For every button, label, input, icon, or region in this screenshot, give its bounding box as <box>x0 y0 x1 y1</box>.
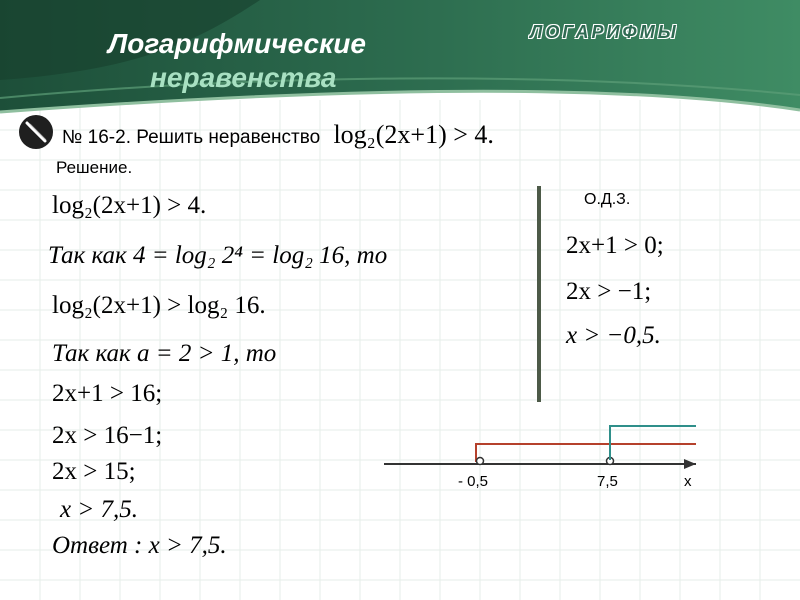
slide-title-line2: неравенства <box>150 62 337 93</box>
solution-step-2: Так как 4 = log₂ 2⁴ = log₂ 16, то <box>48 242 388 269</box>
solution-step-7: 2x > 15; <box>52 458 136 485</box>
odz-step-2: 2x > −1; <box>566 278 652 305</box>
solution-step-8: x > 7,5. <box>60 496 138 523</box>
odz-step-1: 2x+1 > 0; <box>566 232 664 259</box>
solution-step-3: log₂(2x+1) > log₂ 16. <box>52 292 266 319</box>
problem-text: № 16-2. Решить неравенство <box>62 127 321 148</box>
axis-arrow <box>684 459 696 469</box>
solution-label: Решение. <box>56 158 133 177</box>
answer-line: Ответ : x > 7,5. <box>52 532 227 559</box>
solution-step-1: log₂(2x+1) > 4. <box>52 192 207 219</box>
problem-statement <box>62 120 494 150</box>
label-axis-x: x <box>684 473 692 490</box>
problem-inequality: log₂(2x+1) > 4. <box>333 120 494 149</box>
solution-step-5: 2x+1 > 16; <box>52 380 163 407</box>
label-7-5: 7,5 <box>597 473 618 490</box>
divider-line <box>537 186 541 402</box>
label-neg-0-5: - 0,5 <box>458 473 489 490</box>
odz-step-3: x > −0,5. <box>566 322 661 349</box>
solution-ray-top <box>380 420 700 460</box>
brand-label: ЛОГАРИФМЫ <box>530 22 679 42</box>
slide-title-line1: Логарифмические <box>108 28 366 59</box>
pencil-icon <box>18 114 54 150</box>
solution-step-6: 2x > 16−1; <box>52 422 163 449</box>
odz-label: О.Д.З. <box>584 191 631 208</box>
solution-step-4: Так как a = 2 > 1, то <box>52 340 277 367</box>
